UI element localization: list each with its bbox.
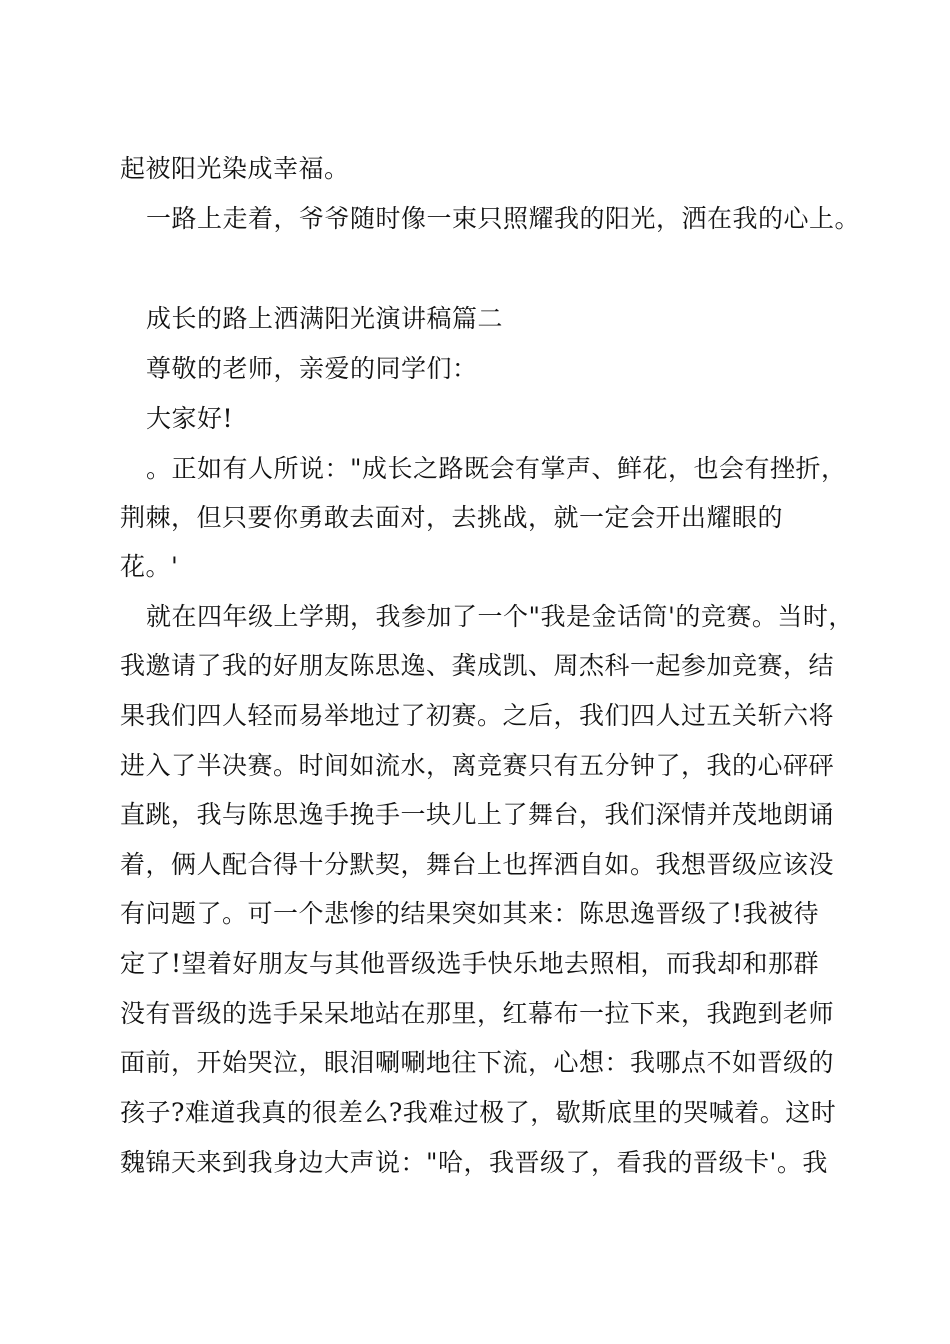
text-line: 果我们四人轻而易举地过了初赛。之后，我们四人过五关斩六将 bbox=[120, 701, 835, 730]
text-line: 着，俩人配合得十分默契，舞台上也挥洒自如。我想晋级应该没 bbox=[120, 850, 835, 879]
text-line: 魏锦天来到我身边大声说："哈，我晋级了，看我的晋级卡'。我 bbox=[120, 1148, 828, 1177]
salutation: 尊敬的老师，亲爱的同学们： bbox=[146, 354, 478, 383]
text-line: 花。' bbox=[120, 552, 179, 581]
text-line: 就在四年级上学期，我参加了一个"我是金话筒'的竞赛。当时， bbox=[146, 602, 854, 631]
text-line: 进入了半决赛。时间如流水，离竞赛只有五分钟了，我的心砰砰 bbox=[120, 751, 835, 780]
text-line: 定了!望着好朋友与其他晋级选手快乐地去照相，而我却和那群 bbox=[120, 949, 820, 978]
text-line: 孩子?难道我真的很差么?我难过极了，歇斯底里的哭喊着。这时 bbox=[120, 1098, 837, 1127]
text-line: 我邀请了我的好朋友陈思逸、龚成凯、周杰科一起参加竞赛，结 bbox=[120, 651, 835, 680]
text-line: 。正如有人所说："成长之路既会有掌声、鲜花，也会有挫折， bbox=[146, 454, 847, 483]
section-title: 成长的路上洒满阳光演讲稿篇二 bbox=[146, 304, 504, 333]
text-line: 荆棘，但只要你勇敢去面对，去挑战，就一定会开出耀眼的 bbox=[120, 503, 784, 532]
text-line: 直跳，我与陈思逸手挽手一块儿上了舞台，我们深情并茂地朗诵 bbox=[120, 800, 835, 829]
greeting: 大家好! bbox=[146, 404, 234, 433]
text-line: 有问题了。可一个悲惨的结果突如其来：陈思逸晋级了!我被待 bbox=[120, 899, 820, 928]
text-line: 面前，开始哭泣，眼泪唰唰地往下流，心想：我哪点不如晋级的 bbox=[120, 1048, 835, 1077]
text-line: 一路上走着，爷爷随时像一束只照耀我的阳光，洒在我的心上。 bbox=[146, 204, 861, 233]
text-line: 起被阳光染成幸福。 bbox=[120, 154, 350, 183]
text-line: 没有晋级的选手呆呆地站在那里，红幕布一拉下来，我跑到老师 bbox=[120, 999, 835, 1028]
